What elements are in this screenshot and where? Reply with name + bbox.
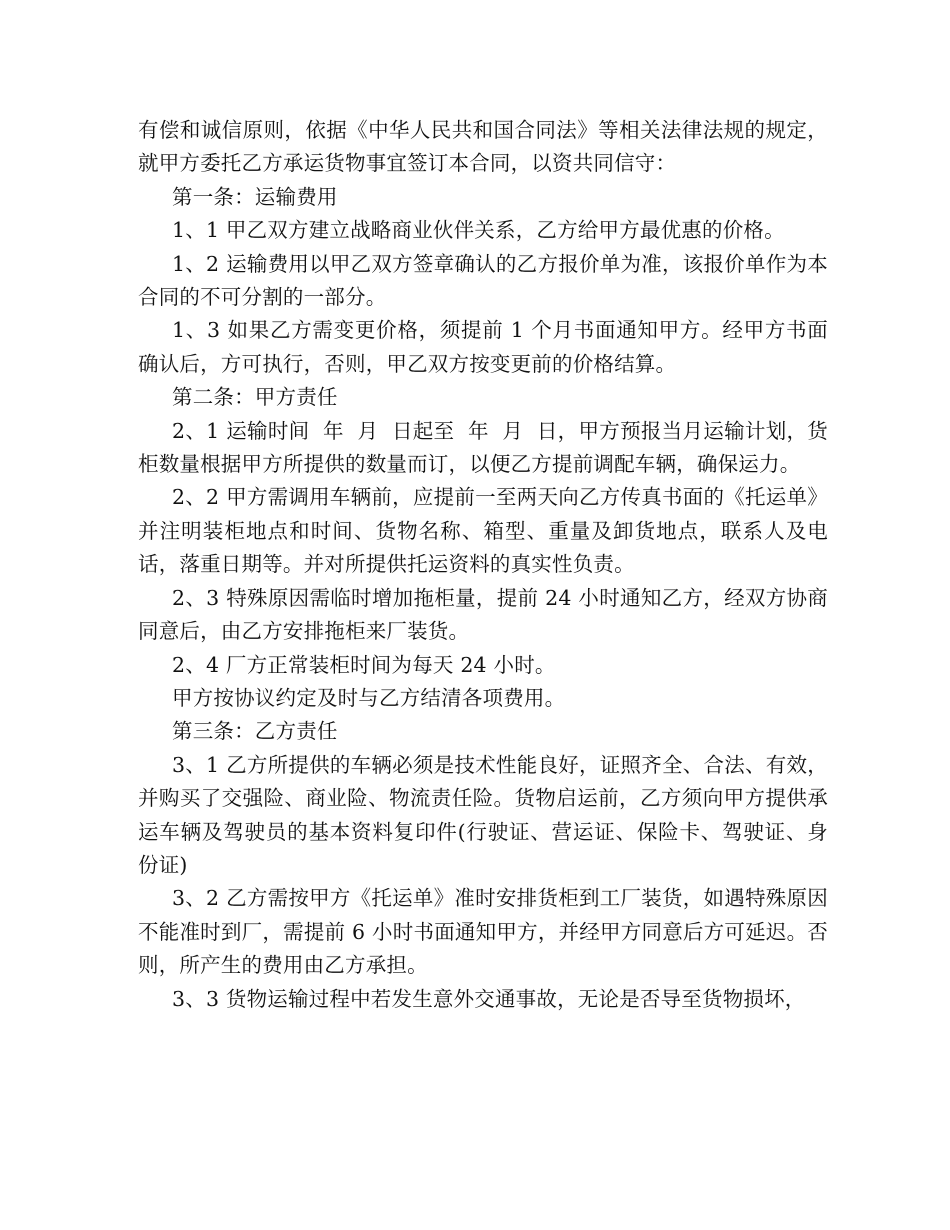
clause-3-1: 3、1 乙方所提供的车辆必须是技术性能良好，证照齐全、合法、有效，并购买了交强险、商业险、物流责任险。货物启运前，乙方须向甲方提供承运车辆及驾驶员的基本资料复印件(行驶证、营运证、保险卡、驾驶证、身份证) [138,752,828,877]
clause-2-3: 2、3 特殊原因需临时增加拖柜量，提前 24 小时通知乙方，经双方协商同意后，由乙方安排拖柜来厂装货。 [138,585,828,644]
section-heading-article-1: 第一条：运输费用 [172,184,338,209]
clause-3-3: 3、3 货物运输过程中若发生意外交通事故，无论是否导至货物损坏， [172,986,806,1011]
paragraph-intro-continuation: 有偿和诚信原则，依据《中华人民共和国合同法》等相关法律法规的规定，就甲方委托乙方承运货物事宜签订本合同，以资共同信守： [138,118,828,176]
clause-1-2: 1、2 运输费用以甲乙双方签章确认的乙方报价单为准，该报价单作为本合同的不可分割的一部分。 [138,251,828,310]
contract-body [138,114,828,1016]
clause-1-3: 1、3 如果乙方需变更价格，须提前 1 个月书面通知甲方。经甲方书面确认后，方可执行，否则，甲乙双方按变更前的价格结算。 [138,318,828,376]
clause-3-2: 3、2 乙方需按甲方《托运单》准时安排货柜到工厂装货，如遇特殊原因不能准时到厂，需提前 6 小时书面通知甲方，并经甲方同意后方可延迟。否则，所产生的费用由乙方承担。 [138,886,828,978]
section-heading-article-3: 第三条：乙方责任 [172,719,338,744]
clause-1-1: 1、1 甲乙双方建立战略商业伙伴关系，乙方给甲方最优惠的价格。 [172,218,785,243]
section-heading-article-2: 第二条：甲方责任 [172,385,338,410]
clause-2-2: 2、2 甲方需调用车辆前，应提前一至两天向乙方传真书面的《托运单》并注明装柜地点和时间、货物名称、箱型、重量及卸货地点，联系人及电话，落重日期等。并对所提供托运资料的真实性负责。 [138,485,828,577]
clause-2-5: 甲方按协议约定及时与乙方结清各项费用。 [172,685,566,710]
clause-2-4: 2、4 厂方正常装柜时间为每天 24 小时。 [172,652,556,677]
clause-2-1: 2、1 运输时间 年 月 日起至 年 月 日，甲方预报当月运输计划，货柜数量根据甲方所提供的数量而订，以便乙方提前调配车辆，确保运力。 [138,418,828,477]
